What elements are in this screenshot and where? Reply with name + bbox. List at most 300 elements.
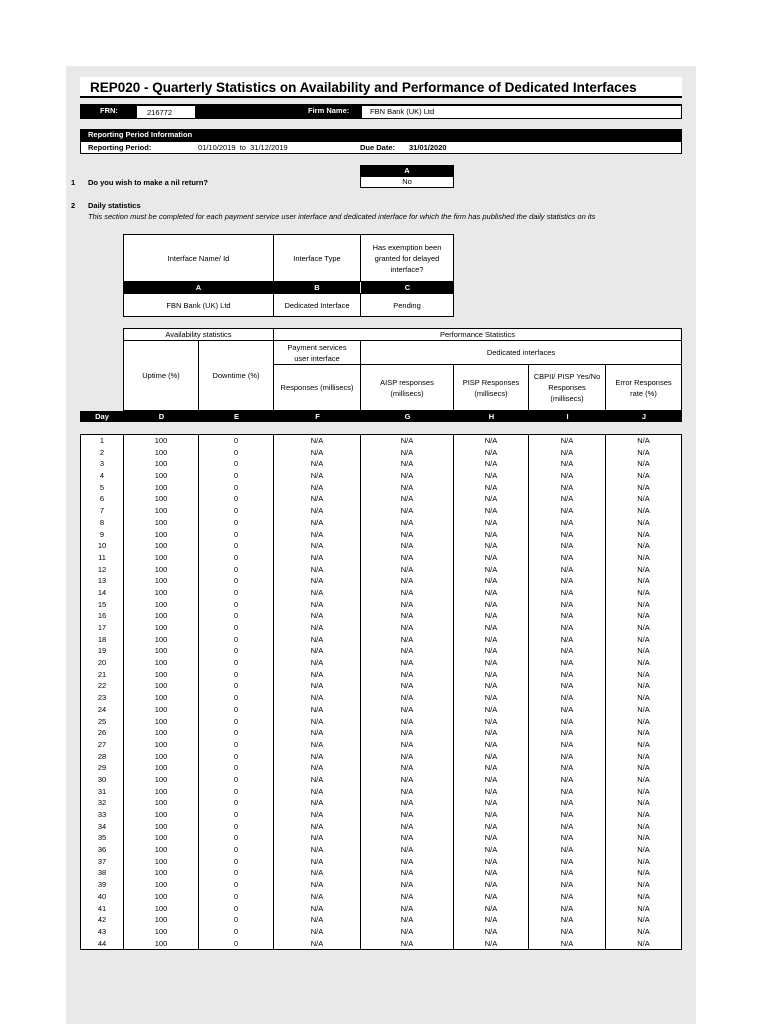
error-rate-cell[interactable]: N/A <box>637 704 650 714</box>
downtime-cell[interactable]: 0 <box>199 821 274 833</box>
uptime-cell[interactable]: 100 <box>124 809 199 821</box>
aisp-cell[interactable]: N/A <box>361 482 454 494</box>
uptime-cell[interactable]: 100 <box>124 564 199 576</box>
cbpii-cell[interactable]: N/A <box>529 540 606 552</box>
cbpii-cell[interactable]: N/A <box>529 482 606 494</box>
pisp-cell[interactable]: N/A <box>454 447 529 459</box>
cbpii-cell[interactable]: N/A <box>529 938 606 950</box>
aisp-cell[interactable]: N/A <box>361 867 454 879</box>
uptime-cell[interactable]: 100 <box>124 610 199 622</box>
uptime-cell[interactable]: 100 <box>124 575 199 587</box>
downtime-cell[interactable]: 0 <box>199 914 274 926</box>
pisp-cell[interactable]: N/A <box>454 727 529 739</box>
responses-cell[interactable]: N/A <box>274 610 361 622</box>
cbpii-cell[interactable]: N/A <box>529 739 606 751</box>
uptime-cell[interactable]: 100 <box>124 622 199 634</box>
cbpii-cell[interactable]: N/A <box>529 716 606 728</box>
responses-cell[interactable]: N/A <box>274 692 361 704</box>
uptime-cell[interactable]: 100 <box>124 716 199 728</box>
uptime-cell[interactable]: 100 <box>124 599 199 611</box>
uptime-cell[interactable]: 100 <box>124 786 199 798</box>
pisp-cell[interactable]: N/A <box>454 552 529 564</box>
responses-cell[interactable]: N/A <box>274 552 361 564</box>
error-rate-cell[interactable]: N/A <box>637 564 650 574</box>
responses-cell[interactable]: N/A <box>274 517 361 529</box>
downtime-cell[interactable]: 0 <box>199 587 274 599</box>
cbpii-cell[interactable]: N/A <box>529 517 606 529</box>
responses-cell[interactable]: N/A <box>274 739 361 751</box>
downtime-cell[interactable]: 0 <box>199 903 274 915</box>
pisp-cell[interactable]: N/A <box>454 540 529 552</box>
uptime-cell[interactable]: 100 <box>124 657 199 669</box>
cbpii-cell[interactable]: N/A <box>529 821 606 833</box>
downtime-cell[interactable]: 0 <box>199 797 274 809</box>
responses-cell[interactable]: N/A <box>274 774 361 786</box>
downtime-cell[interactable]: 0 <box>199 517 274 529</box>
uptime-cell[interactable]: 100 <box>124 938 199 950</box>
pisp-cell[interactable]: N/A <box>454 435 529 447</box>
error-rate-cell[interactable]: N/A <box>637 868 650 878</box>
uptime-cell[interactable]: 100 <box>124 867 199 879</box>
downtime-cell[interactable]: 0 <box>199 938 274 950</box>
cbpii-cell[interactable]: N/A <box>529 727 606 739</box>
cbpii-cell[interactable]: N/A <box>529 575 606 587</box>
aisp-cell[interactable]: N/A <box>361 575 454 587</box>
aisp-cell[interactable]: N/A <box>361 832 454 844</box>
downtime-cell[interactable]: 0 <box>199 751 274 763</box>
cbpii-cell[interactable]: N/A <box>529 680 606 692</box>
uptime-cell[interactable]: 100 <box>124 727 199 739</box>
error-rate-cell[interactable]: N/A <box>637 459 650 469</box>
responses-cell[interactable]: N/A <box>274 856 361 868</box>
aisp-cell[interactable]: N/A <box>361 552 454 564</box>
cbpii-cell[interactable]: N/A <box>529 891 606 903</box>
error-rate-cell[interactable]: N/A <box>637 915 650 925</box>
downtime-cell[interactable]: 0 <box>199 529 274 541</box>
responses-cell[interactable]: N/A <box>274 704 361 716</box>
pisp-cell[interactable]: N/A <box>454 867 529 879</box>
responses-cell[interactable]: N/A <box>274 447 361 459</box>
aisp-cell[interactable]: N/A <box>361 844 454 856</box>
uptime-cell[interactable]: 100 <box>124 751 199 763</box>
downtime-cell[interactable]: 0 <box>199 774 274 786</box>
error-rate-cell[interactable]: N/A <box>637 774 650 784</box>
downtime-cell[interactable]: 0 <box>199 645 274 657</box>
downtime-cell[interactable]: 0 <box>199 447 274 459</box>
uptime-cell[interactable]: 100 <box>124 645 199 657</box>
pisp-cell[interactable]: N/A <box>454 938 529 950</box>
downtime-cell[interactable]: 0 <box>199 844 274 856</box>
pisp-cell[interactable]: N/A <box>454 622 529 634</box>
responses-cell[interactable]: N/A <box>274 599 361 611</box>
error-rate-cell[interactable]: N/A <box>637 810 650 819</box>
downtime-cell[interactable]: 0 <box>199 867 274 879</box>
downtime-cell[interactable]: 0 <box>199 505 274 517</box>
error-rate-cell[interactable]: N/A <box>637 821 650 831</box>
aisp-cell[interactable]: N/A <box>361 587 454 599</box>
responses-cell[interactable]: N/A <box>274 458 361 470</box>
cbpii-cell[interactable]: N/A <box>529 599 606 611</box>
responses-cell[interactable]: N/A <box>274 914 361 926</box>
uptime-cell[interactable]: 100 <box>124 680 199 692</box>
uptime-cell[interactable]: 100 <box>124 435 199 447</box>
responses-cell[interactable]: N/A <box>274 821 361 833</box>
responses-cell[interactable]: N/A <box>274 680 361 692</box>
uptime-cell[interactable]: 100 <box>124 739 199 751</box>
error-rate-cell[interactable]: N/A <box>637 482 650 492</box>
aisp-cell[interactable]: N/A <box>361 704 454 716</box>
downtime-cell[interactable]: 0 <box>199 926 274 938</box>
downtime-cell[interactable]: 0 <box>199 856 274 868</box>
aisp-cell[interactable]: N/A <box>361 470 454 482</box>
downtime-cell[interactable]: 0 <box>199 599 274 611</box>
aisp-cell[interactable]: N/A <box>361 786 454 798</box>
aisp-cell[interactable]: N/A <box>361 774 454 786</box>
responses-cell[interactable]: N/A <box>274 879 361 891</box>
aisp-cell[interactable]: N/A <box>361 891 454 903</box>
aisp-cell[interactable]: N/A <box>361 610 454 622</box>
pisp-cell[interactable]: N/A <box>454 879 529 891</box>
downtime-cell[interactable]: 0 <box>199 540 274 552</box>
aisp-cell[interactable]: N/A <box>361 645 454 657</box>
uptime-cell[interactable]: 100 <box>124 704 199 716</box>
downtime-cell[interactable]: 0 <box>199 727 274 739</box>
error-rate-cell[interactable]: N/A <box>637 623 650 632</box>
pisp-cell[interactable]: N/A <box>454 704 529 716</box>
downtime-cell[interactable]: 0 <box>199 891 274 903</box>
pisp-cell[interactable]: N/A <box>454 599 529 611</box>
error-rate-cell[interactable]: N/A <box>637 938 650 948</box>
pisp-cell[interactable]: N/A <box>454 505 529 517</box>
pisp-cell[interactable]: N/A <box>454 914 529 926</box>
cbpii-cell[interactable]: N/A <box>529 704 606 716</box>
aisp-cell[interactable]: N/A <box>361 680 454 692</box>
aisp-cell[interactable]: N/A <box>361 716 454 728</box>
aisp-cell[interactable]: N/A <box>361 657 454 669</box>
pisp-cell[interactable]: N/A <box>454 926 529 938</box>
responses-cell[interactable]: N/A <box>274 727 361 739</box>
pisp-cell[interactable]: N/A <box>454 493 529 505</box>
uptime-cell[interactable]: 100 <box>124 856 199 868</box>
frn-field[interactable]: 216772 <box>136 105 196 119</box>
cbpii-cell[interactable]: N/A <box>529 634 606 646</box>
aisp-cell[interactable]: N/A <box>361 540 454 552</box>
uptime-cell[interactable]: 100 <box>124 669 199 681</box>
error-rate-cell[interactable]: N/A <box>637 903 650 913</box>
downtime-cell[interactable]: 0 <box>199 809 274 821</box>
uptime-cell[interactable]: 100 <box>124 774 199 786</box>
pisp-cell[interactable]: N/A <box>454 832 529 844</box>
cbpii-cell[interactable]: N/A <box>529 447 606 459</box>
responses-cell[interactable]: N/A <box>274 505 361 517</box>
pisp-cell[interactable]: N/A <box>454 564 529 576</box>
responses-cell[interactable]: N/A <box>274 903 361 915</box>
interface-name-value[interactable]: FBN Bank (UK) Ltd <box>123 293 274 317</box>
pisp-cell[interactable]: N/A <box>454 587 529 599</box>
cbpii-cell[interactable]: N/A <box>529 867 606 879</box>
cbpii-cell[interactable]: N/A <box>529 844 606 856</box>
uptime-cell[interactable]: 100 <box>124 797 199 809</box>
cbpii-cell[interactable]: N/A <box>529 458 606 470</box>
pisp-cell[interactable]: N/A <box>454 844 529 856</box>
error-rate-cell[interactable]: N/A <box>637 728 650 738</box>
pisp-cell[interactable]: N/A <box>454 809 529 821</box>
aisp-cell[interactable]: N/A <box>361 622 454 634</box>
error-rate-cell[interactable]: N/A <box>637 880 650 890</box>
aisp-cell[interactable]: N/A <box>361 751 454 763</box>
downtime-cell[interactable]: 0 <box>199 680 274 692</box>
uptime-cell[interactable]: 100 <box>124 482 199 494</box>
responses-cell[interactable]: N/A <box>274 634 361 646</box>
aisp-cell[interactable]: N/A <box>361 739 454 751</box>
uptime-cell[interactable]: 100 <box>124 926 199 938</box>
responses-cell[interactable]: N/A <box>274 809 361 821</box>
pisp-cell[interactable]: N/A <box>454 797 529 809</box>
error-rate-cell[interactable]: N/A <box>637 611 650 621</box>
uptime-cell[interactable]: 100 <box>124 505 199 517</box>
cbpii-cell[interactable]: N/A <box>529 856 606 868</box>
cbpii-cell[interactable]: N/A <box>529 622 606 634</box>
uptime-cell[interactable]: 100 <box>124 540 199 552</box>
pisp-cell[interactable]: N/A <box>454 821 529 833</box>
pisp-cell[interactable]: N/A <box>454 610 529 622</box>
pisp-cell[interactable]: N/A <box>454 891 529 903</box>
downtime-cell[interactable]: 0 <box>199 634 274 646</box>
error-rate-cell[interactable]: N/A <box>637 763 650 773</box>
aisp-cell[interactable]: N/A <box>361 564 454 576</box>
pisp-cell[interactable]: N/A <box>454 575 529 587</box>
pisp-cell[interactable]: N/A <box>454 903 529 915</box>
aisp-cell[interactable]: N/A <box>361 821 454 833</box>
responses-cell[interactable]: N/A <box>274 564 361 576</box>
responses-cell[interactable]: N/A <box>274 575 361 587</box>
pisp-cell[interactable]: N/A <box>454 692 529 704</box>
downtime-cell[interactable]: 0 <box>199 692 274 704</box>
pisp-cell[interactable]: N/A <box>454 762 529 774</box>
error-rate-cell[interactable]: N/A <box>637 576 650 586</box>
error-rate-cell[interactable]: N/A <box>637 506 650 516</box>
cbpii-cell[interactable]: N/A <box>529 645 606 657</box>
responses-cell[interactable]: N/A <box>274 435 361 447</box>
uptime-cell[interactable]: 100 <box>124 879 199 891</box>
nil-return-answer[interactable]: No <box>360 176 454 188</box>
pisp-cell[interactable]: N/A <box>454 680 529 692</box>
error-rate-cell[interactable]: N/A <box>637 669 650 679</box>
downtime-cell[interactable]: 0 <box>199 786 274 798</box>
downtime-cell[interactable]: 0 <box>199 435 274 447</box>
exemption-value[interactable]: Pending <box>360 293 454 317</box>
downtime-cell[interactable]: 0 <box>199 622 274 634</box>
error-rate-cell[interactable]: N/A <box>637 494 650 504</box>
cbpii-cell[interactable]: N/A <box>529 914 606 926</box>
cbpii-cell[interactable]: N/A <box>529 657 606 669</box>
pisp-cell[interactable]: N/A <box>454 470 529 482</box>
error-rate-cell[interactable]: N/A <box>637 856 650 866</box>
aisp-cell[interactable]: N/A <box>361 447 454 459</box>
uptime-cell[interactable]: 100 <box>124 529 199 541</box>
pisp-cell[interactable]: N/A <box>454 856 529 868</box>
uptime-cell[interactable]: 100 <box>124 587 199 599</box>
responses-cell[interactable]: N/A <box>274 657 361 669</box>
cbpii-cell[interactable]: N/A <box>529 774 606 786</box>
cbpii-cell[interactable]: N/A <box>529 552 606 564</box>
error-rate-cell[interactable]: N/A <box>637 529 650 539</box>
cbpii-cell[interactable]: N/A <box>529 809 606 821</box>
responses-cell[interactable]: N/A <box>274 716 361 728</box>
aisp-cell[interactable]: N/A <box>361 926 454 938</box>
responses-cell[interactable]: N/A <box>274 482 361 494</box>
downtime-cell[interactable]: 0 <box>199 669 274 681</box>
cbpii-cell[interactable]: N/A <box>529 529 606 541</box>
error-rate-cell[interactable]: N/A <box>637 517 650 527</box>
error-rate-cell[interactable]: N/A <box>637 833 650 843</box>
uptime-cell[interactable]: 100 <box>124 552 199 564</box>
cbpii-cell[interactable]: N/A <box>529 435 606 447</box>
uptime-cell[interactable]: 100 <box>124 634 199 646</box>
error-rate-cell[interactable]: N/A <box>637 751 650 761</box>
responses-cell[interactable]: N/A <box>274 832 361 844</box>
interface-type-value[interactable]: Dedicated Interface <box>273 293 361 317</box>
aisp-cell[interactable]: N/A <box>361 458 454 470</box>
downtime-cell[interactable]: 0 <box>199 739 274 751</box>
uptime-cell[interactable]: 100 <box>124 832 199 844</box>
uptime-cell[interactable]: 100 <box>124 903 199 915</box>
aisp-cell[interactable]: N/A <box>361 762 454 774</box>
cbpii-cell[interactable]: N/A <box>529 786 606 798</box>
downtime-cell[interactable]: 0 <box>199 575 274 587</box>
uptime-cell[interactable]: 100 <box>124 762 199 774</box>
error-rate-cell[interactable]: N/A <box>637 891 650 901</box>
aisp-cell[interactable]: N/A <box>361 727 454 739</box>
aisp-cell[interactable]: N/A <box>361 517 454 529</box>
uptime-cell[interactable]: 100 <box>124 470 199 482</box>
aisp-cell[interactable]: N/A <box>361 903 454 915</box>
pisp-cell[interactable]: N/A <box>454 634 529 646</box>
pisp-cell[interactable]: N/A <box>454 458 529 470</box>
error-rate-cell[interactable]: N/A <box>637 634 650 644</box>
error-rate-cell[interactable]: N/A <box>637 541 650 551</box>
uptime-cell[interactable]: 100 <box>124 844 199 856</box>
responses-cell[interactable]: N/A <box>274 786 361 798</box>
uptime-cell[interactable]: 100 <box>124 447 199 459</box>
uptime-cell[interactable]: 100 <box>124 891 199 903</box>
pisp-cell[interactable]: N/A <box>454 657 529 669</box>
error-rate-cell[interactable]: N/A <box>637 786 650 796</box>
responses-cell[interactable]: N/A <box>274 844 361 856</box>
downtime-cell[interactable]: 0 <box>199 482 274 494</box>
responses-cell[interactable]: N/A <box>274 867 361 879</box>
error-rate-cell[interactable]: N/A <box>637 716 650 726</box>
cbpii-cell[interactable]: N/A <box>529 669 606 681</box>
downtime-cell[interactable]: 0 <box>199 762 274 774</box>
pisp-cell[interactable]: N/A <box>454 669 529 681</box>
uptime-cell[interactable]: 100 <box>124 517 199 529</box>
uptime-cell[interactable]: 100 <box>124 914 199 926</box>
aisp-cell[interactable]: N/A <box>361 435 454 447</box>
cbpii-cell[interactable]: N/A <box>529 564 606 576</box>
responses-cell[interactable]: N/A <box>274 470 361 482</box>
error-rate-cell[interactable]: N/A <box>637 447 650 457</box>
aisp-cell[interactable]: N/A <box>361 529 454 541</box>
cbpii-cell[interactable]: N/A <box>529 762 606 774</box>
pisp-cell[interactable]: N/A <box>454 774 529 786</box>
pisp-cell[interactable]: N/A <box>454 716 529 728</box>
cbpii-cell[interactable]: N/A <box>529 751 606 763</box>
error-rate-cell[interactable]: N/A <box>637 693 650 703</box>
cbpii-cell[interactable]: N/A <box>529 879 606 891</box>
pisp-cell[interactable]: N/A <box>454 786 529 798</box>
uptime-cell[interactable]: 100 <box>124 821 199 833</box>
downtime-cell[interactable]: 0 <box>199 879 274 891</box>
error-rate-cell[interactable]: N/A <box>637 739 650 749</box>
error-rate-cell[interactable]: N/A <box>637 552 650 562</box>
aisp-cell[interactable]: N/A <box>361 938 454 950</box>
aisp-cell[interactable]: N/A <box>361 797 454 809</box>
pisp-cell[interactable]: N/A <box>454 645 529 657</box>
aisp-cell[interactable]: N/A <box>361 505 454 517</box>
aisp-cell[interactable]: N/A <box>361 634 454 646</box>
downtime-cell[interactable]: 0 <box>199 832 274 844</box>
aisp-cell[interactable]: N/A <box>361 856 454 868</box>
pisp-cell[interactable]: N/A <box>454 739 529 751</box>
aisp-cell[interactable]: N/A <box>361 914 454 926</box>
pisp-cell[interactable]: N/A <box>454 751 529 763</box>
responses-cell[interactable]: N/A <box>274 669 361 681</box>
error-rate-cell[interactable]: N/A <box>637 658 650 668</box>
responses-cell[interactable]: N/A <box>274 622 361 634</box>
error-rate-cell[interactable]: N/A <box>637 845 650 855</box>
error-rate-cell[interactable]: N/A <box>637 798 650 808</box>
downtime-cell[interactable]: 0 <box>199 657 274 669</box>
responses-cell[interactable]: N/A <box>274 493 361 505</box>
aisp-cell[interactable]: N/A <box>361 692 454 704</box>
aisp-cell[interactable]: N/A <box>361 879 454 891</box>
cbpii-cell[interactable]: N/A <box>529 505 606 517</box>
cbpii-cell[interactable]: N/A <box>529 797 606 809</box>
firm-name-field[interactable]: FBN Bank (UK) Ltd <box>361 105 682 119</box>
downtime-cell[interactable]: 0 <box>199 704 274 716</box>
cbpii-cell[interactable]: N/A <box>529 926 606 938</box>
pisp-cell[interactable]: N/A <box>454 529 529 541</box>
downtime-cell[interactable]: 0 <box>199 458 274 470</box>
error-rate-cell[interactable]: N/A <box>637 471 650 481</box>
pisp-cell[interactable]: N/A <box>454 482 529 494</box>
uptime-cell[interactable]: 100 <box>124 458 199 470</box>
downtime-cell[interactable]: 0 <box>199 564 274 576</box>
cbpii-cell[interactable]: N/A <box>529 493 606 505</box>
responses-cell[interactable]: N/A <box>274 938 361 950</box>
responses-cell[interactable]: N/A <box>274 891 361 903</box>
aisp-cell[interactable]: N/A <box>361 493 454 505</box>
downtime-cell[interactable]: 0 <box>199 470 274 482</box>
responses-cell[interactable]: N/A <box>274 587 361 599</box>
downtime-cell[interactable]: 0 <box>199 716 274 728</box>
error-rate-cell[interactable]: N/A <box>637 587 650 597</box>
downtime-cell[interactable]: 0 <box>199 552 274 564</box>
cbpii-cell[interactable]: N/A <box>529 587 606 599</box>
responses-cell[interactable]: N/A <box>274 529 361 541</box>
error-rate-cell[interactable]: N/A <box>637 926 650 936</box>
uptime-cell[interactable]: 100 <box>124 692 199 704</box>
aisp-cell[interactable]: N/A <box>361 809 454 821</box>
downtime-cell[interactable]: 0 <box>199 493 274 505</box>
uptime-cell[interactable]: 100 <box>124 493 199 505</box>
pisp-cell[interactable]: N/A <box>454 517 529 529</box>
aisp-cell[interactable]: N/A <box>361 669 454 681</box>
responses-cell[interactable]: N/A <box>274 540 361 552</box>
error-rate-cell[interactable]: N/A <box>637 681 650 691</box>
responses-cell[interactable]: N/A <box>274 645 361 657</box>
